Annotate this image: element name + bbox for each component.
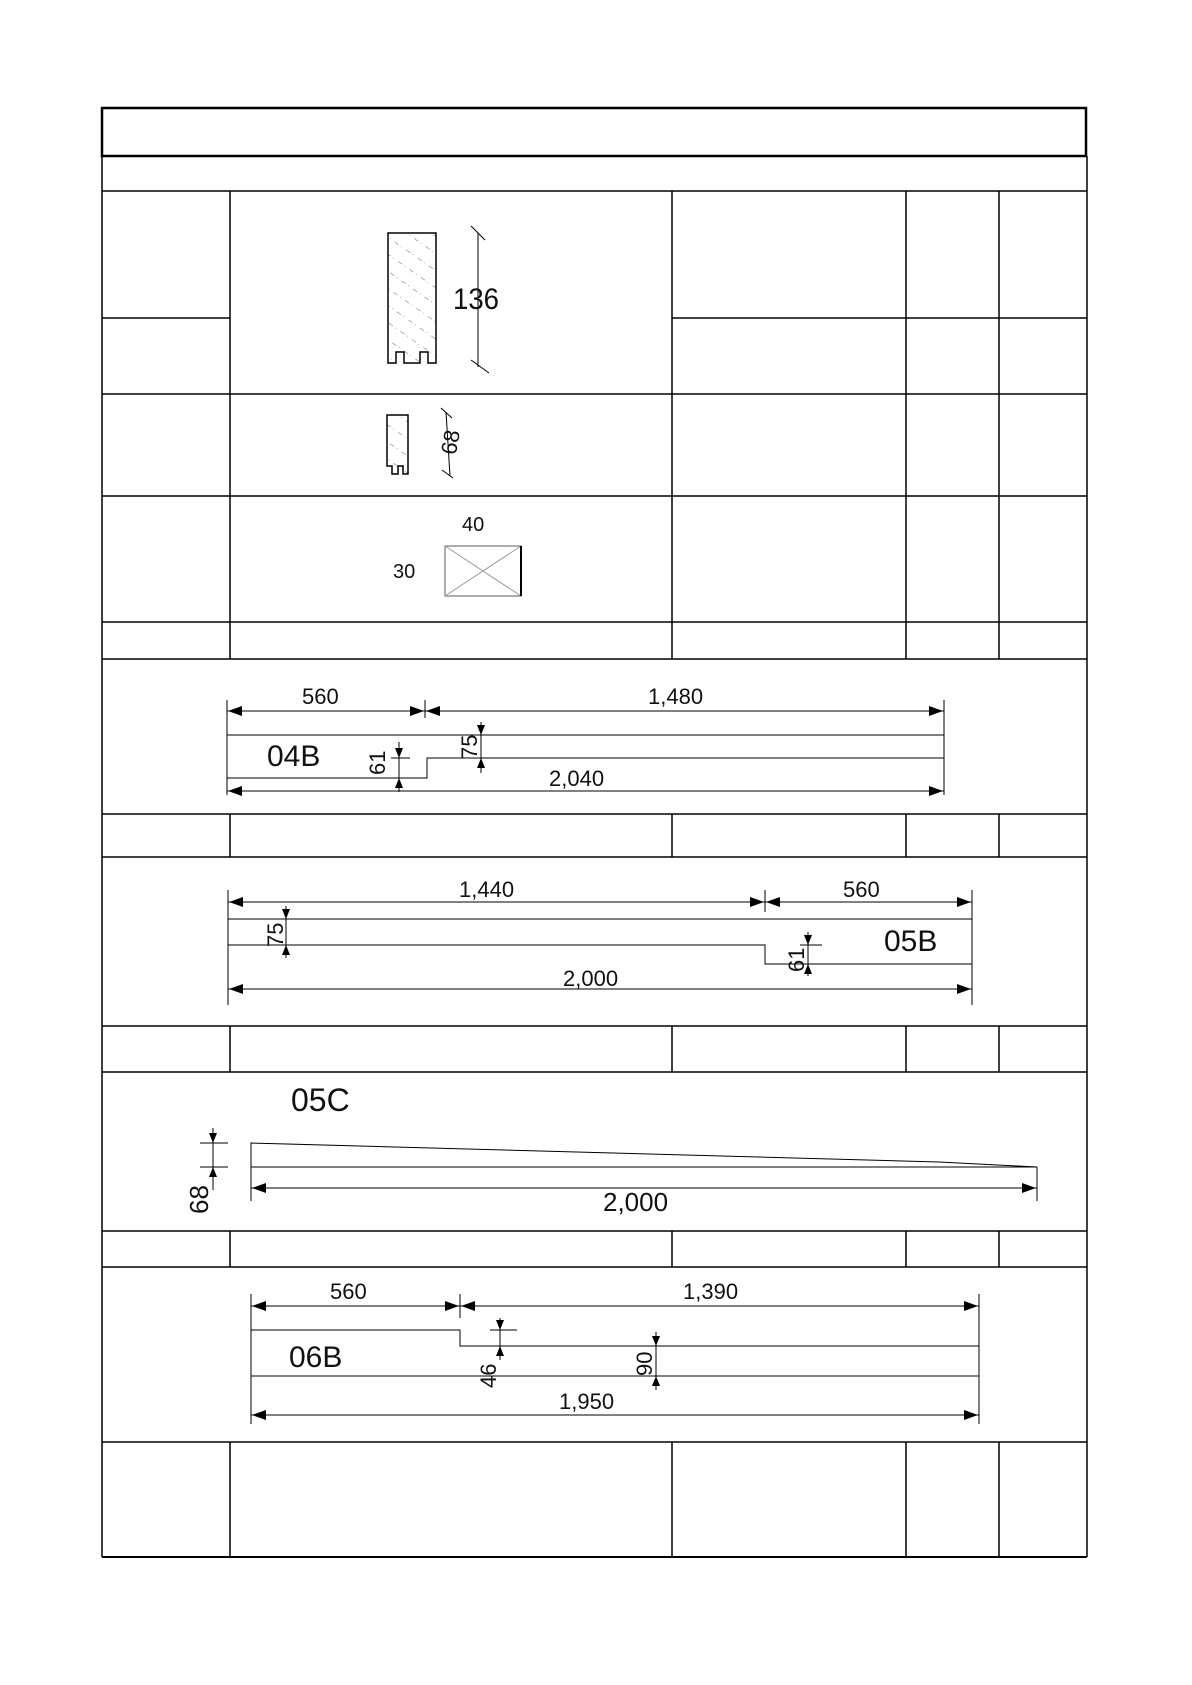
schedule-table-frame	[102, 108, 1087, 1557]
part-06b-right-length: 1,390	[683, 1279, 739, 1304]
bar-width-label: 40	[462, 514, 485, 536]
bar-section	[393, 514, 521, 596]
part-06b-right-height: 90	[632, 1351, 657, 1376]
part-04b-left-height: 61	[365, 750, 390, 775]
profile-small-section	[387, 408, 465, 478]
column-dividers	[230, 191, 999, 1557]
profile-large-section	[388, 226, 499, 373]
profile-large-outline	[388, 233, 436, 363]
part-06b-step-height: 46	[476, 1363, 501, 1388]
part-05b-label: 05B	[884, 925, 938, 958]
part-04b-label: 04B	[267, 740, 321, 773]
part-06b	[251, 1294, 979, 1424]
part-05c-length: 2,000	[603, 1187, 669, 1217]
part-05c-outline	[251, 1143, 1037, 1167]
part-04b-total-length: 2,040	[549, 766, 605, 791]
profile-small-height-label: 68	[436, 427, 465, 457]
bar-height-label: 30	[393, 561, 416, 583]
part-05b-right-length: 560	[843, 877, 880, 902]
part-05b-total-length: 2,000	[563, 966, 619, 991]
part-06b-total-length: 1,950	[559, 1389, 615, 1414]
part-04b-right-height: 75	[457, 734, 482, 759]
part-04b-left-length: 560	[302, 684, 339, 709]
part-05c-height: 68	[184, 1185, 214, 1214]
part-06b-outline	[251, 1330, 979, 1376]
part-05b-right-height: 61	[784, 947, 809, 972]
profile-small-outline	[387, 415, 408, 474]
part-05b-left-height: 75	[263, 922, 288, 947]
part-05c-label: 05C	[291, 1082, 350, 1118]
part-05b-outline	[228, 919, 972, 964]
part-04b-right-length: 1,480	[648, 684, 704, 709]
part-06b-left-length: 560	[330, 1279, 367, 1304]
title-cell	[102, 108, 1086, 156]
part-05b-left-length: 1,440	[459, 877, 515, 902]
profile-large-height-label: 136	[453, 282, 500, 317]
part-06b-label: 06B	[289, 1341, 343, 1374]
